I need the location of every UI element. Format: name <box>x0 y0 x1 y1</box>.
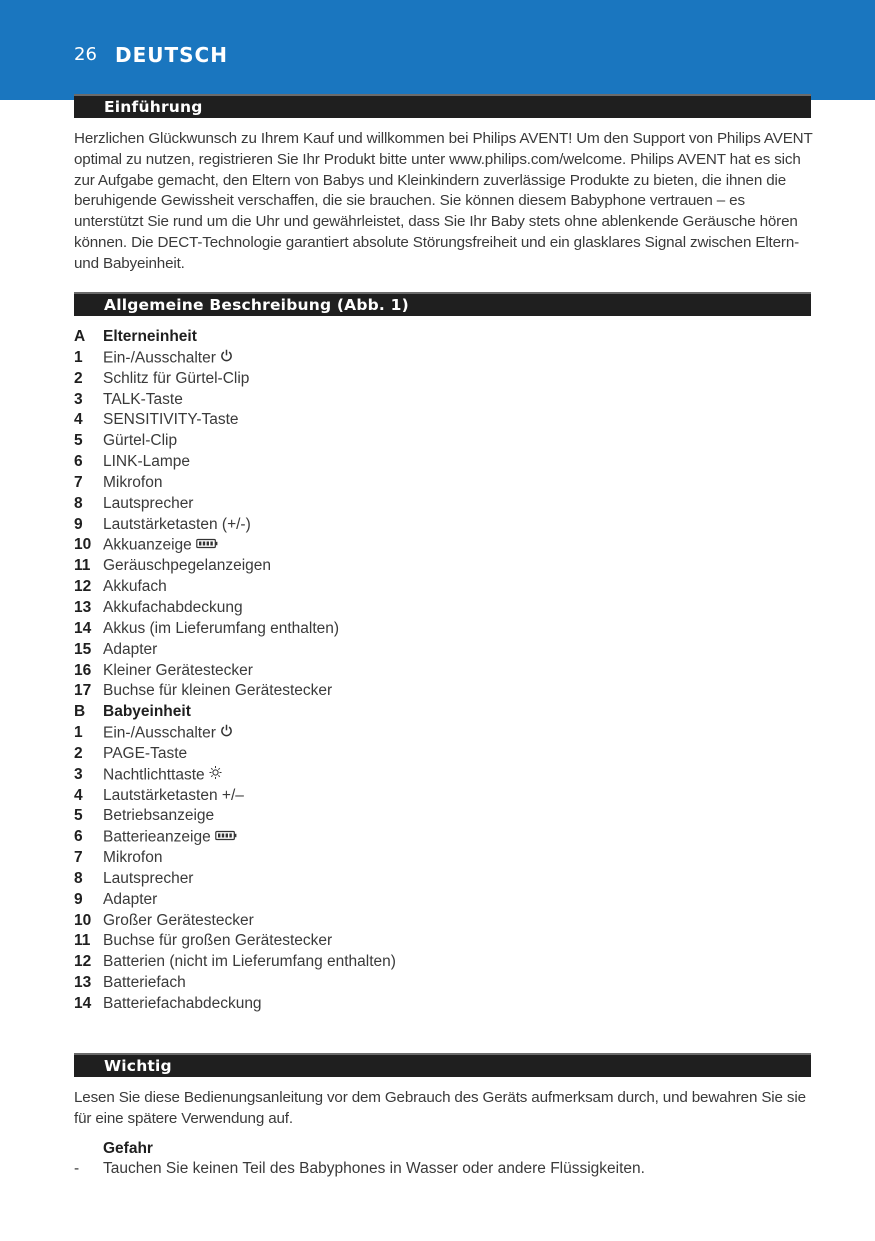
intro-paragraph: Herzlichen Glückwunsch zu Ihrem Kauf und willkommen bei Philips AVENT! Um den Support von Philips AVENT optimal zu nutzen, registrieren Sie Ihr Produkt bitte unter www.philips.com/welcome. Philips AVENT hat es sich zur Aufgabe gemacht, den Eltern von Babys und Kleinkindern zuverlässige Produkte zu bieten, die ihnen die beruhigende Gewissheit verschaffen, die sie brauchen. Sie können diesem Babyphone vertrauen – es unterstützt Sie rund um die Uhr und gewährleistet, dass Sie Ihr Baby stets ohne ablenkende Geräusche hören können. Die DECT-Technologie garantiert absolute Störungsfreiheit und ein glasklares Signal zwischen Eltern- und Babyeinheit. <box>74 130 813 272</box>
list-item <box>74 515 674 536</box>
item-number: 5 <box>74 807 83 825</box>
item-label: Schlitz für Gürtel-Clip <box>103 369 250 387</box>
list-item <box>74 431 674 452</box>
item-number: 7 <box>74 473 83 491</box>
section-title-description: Allgemeine Beschreibung (Abb. 1) <box>104 296 409 314</box>
list-item <box>74 931 674 952</box>
list-item <box>74 390 674 411</box>
list-item <box>74 598 674 619</box>
list-item <box>74 869 674 890</box>
item-number: 14 <box>74 995 92 1012</box>
item-label: Batterieanzeige <box>103 828 211 846</box>
item-number: 17 <box>74 682 92 700</box>
list-item <box>74 744 674 765</box>
item-label: Buchse für kleinen Gerätestecker <box>103 682 333 700</box>
parent-unit-heading <box>74 327 674 348</box>
item-number: 1 <box>74 724 83 742</box>
parts-list <box>74 327 674 1015</box>
battery-icon <box>196 535 218 556</box>
list-item <box>74 473 674 494</box>
item-number: 12 <box>74 953 92 971</box>
baby-unit-heading <box>74 702 674 723</box>
item-number: 4 <box>74 786 83 804</box>
item-label: Großer Gerätestecker <box>103 911 254 929</box>
list-item <box>74 619 674 640</box>
item-number: 2 <box>74 369 83 387</box>
item-label: Akkufachabdeckung <box>103 598 243 616</box>
item-number: 6 <box>74 828 83 846</box>
item-number: 9 <box>74 890 83 908</box>
item-label: Mikrofon <box>103 849 163 867</box>
item-number: 14 <box>74 619 92 637</box>
item-number: 5 <box>74 432 83 450</box>
list-item <box>74 848 674 869</box>
section-title-intro: Einführung <box>104 98 203 116</box>
section-header-intro <box>74 94 811 118</box>
section-header-description <box>74 292 811 316</box>
list-item <box>74 952 674 973</box>
danger-heading: Gefahr <box>103 1140 153 1157</box>
list-item <box>74 994 674 1015</box>
item-number: 3 <box>74 765 83 783</box>
list-item <box>74 535 674 556</box>
item-label: Lautstärketasten (+/-) <box>103 515 251 533</box>
list-item <box>74 452 674 473</box>
list-item <box>74 681 674 702</box>
item-label: Betriebsanzeige <box>103 807 215 825</box>
item-number: 12 <box>74 578 92 596</box>
item-label: Geräuschpegelanzeigen <box>103 557 272 575</box>
section-title-important: Wichtig <box>104 1057 172 1075</box>
danger-bullet: - <box>74 1160 80 1177</box>
item-number: 1 <box>74 348 83 366</box>
item-label: Ein-/Ausschalter <box>103 349 216 367</box>
list-item <box>74 556 674 577</box>
item-label: Gürtel-Clip <box>103 432 178 450</box>
item-label: Adapter <box>103 890 158 908</box>
list-item <box>74 765 674 786</box>
item-label: TALK-Taste <box>103 390 183 408</box>
item-label: Lautstärketasten +/– <box>103 786 244 804</box>
item-number: 16 <box>74 661 92 679</box>
item-label: Babyeinheit <box>103 703 191 721</box>
power-icon <box>220 723 233 744</box>
list-item <box>74 577 674 598</box>
item-number: 11 <box>74 932 91 950</box>
list-item <box>74 973 674 994</box>
item-number: 2 <box>74 744 83 762</box>
item-label: Lautsprecher <box>103 494 194 512</box>
list-item <box>74 661 674 682</box>
item-label: Akkus (im Lieferumfang enthalten) <box>103 619 340 637</box>
list-item <box>74 348 674 369</box>
important-paragraph: Lesen Sie diese Bedienungsanleitung vor dem Gebrauch des Geräts aufmerksam durch, und bewahren Sie sie für eine spätere Verwendung auf. <box>74 1089 806 1127</box>
item-label: Batteriefachabdeckung <box>103 995 262 1012</box>
item-label: LINK-Lampe <box>103 453 191 471</box>
item-number: A <box>74 328 86 345</box>
item-label: Akkuanzeige <box>103 536 192 554</box>
item-label: SENSITIVITY-Taste <box>103 411 239 429</box>
item-label: Ein-/Ausschalter <box>103 724 216 742</box>
item-number: 3 <box>74 390 83 408</box>
item-number: 10 <box>74 911 92 929</box>
list-item <box>74 410 674 431</box>
list-item <box>74 786 674 807</box>
section-header-important <box>74 1053 811 1077</box>
item-number: B <box>74 703 86 721</box>
item-number: 10 <box>74 536 92 554</box>
item-label: Mikrofon <box>103 473 163 491</box>
item-number: 13 <box>74 598 92 616</box>
list-item <box>74 494 674 515</box>
item-label: Buchse für großen Gerätestecker <box>103 932 333 950</box>
page-number: 26 <box>74 44 97 65</box>
danger-item: Tauchen Sie keinen Teil des Babyphones in Wasser oder andere Flüssigkeiten. <box>103 1160 645 1177</box>
list-item <box>74 827 674 848</box>
item-number: 8 <box>74 869 83 887</box>
list-item <box>74 640 674 661</box>
item-label: Adapter <box>103 640 158 658</box>
item-number: 11 <box>74 557 91 575</box>
power-icon <box>220 348 233 369</box>
item-label: Batteriefach <box>103 974 186 992</box>
list-item <box>74 911 674 932</box>
item-label: Lautsprecher <box>103 869 194 887</box>
language-title: DEUTSCH <box>115 43 228 67</box>
header-band <box>0 0 875 100</box>
nightlight-icon <box>209 765 222 786</box>
battery-icon <box>215 827 237 848</box>
item-label: Batterien (nicht im Lieferumfang enthalten) <box>103 953 396 971</box>
item-number: 7 <box>74 849 83 867</box>
list-item <box>74 806 674 827</box>
item-number: 15 <box>74 640 92 658</box>
list-item <box>74 890 674 911</box>
item-number: 9 <box>74 515 83 533</box>
item-number: 8 <box>74 494 83 512</box>
item-number: 6 <box>74 453 83 471</box>
item-number: 13 <box>74 974 92 992</box>
item-label: Akkufach <box>103 578 167 596</box>
item-label: Elterneinheit <box>103 328 197 345</box>
item-label: Nachtlichttaste <box>103 766 205 784</box>
item-label: Kleiner Gerätestecker <box>103 661 253 679</box>
list-item <box>74 369 674 390</box>
item-number: 4 <box>74 411 83 429</box>
item-label: PAGE-Taste <box>103 744 188 762</box>
list-item <box>74 723 674 744</box>
